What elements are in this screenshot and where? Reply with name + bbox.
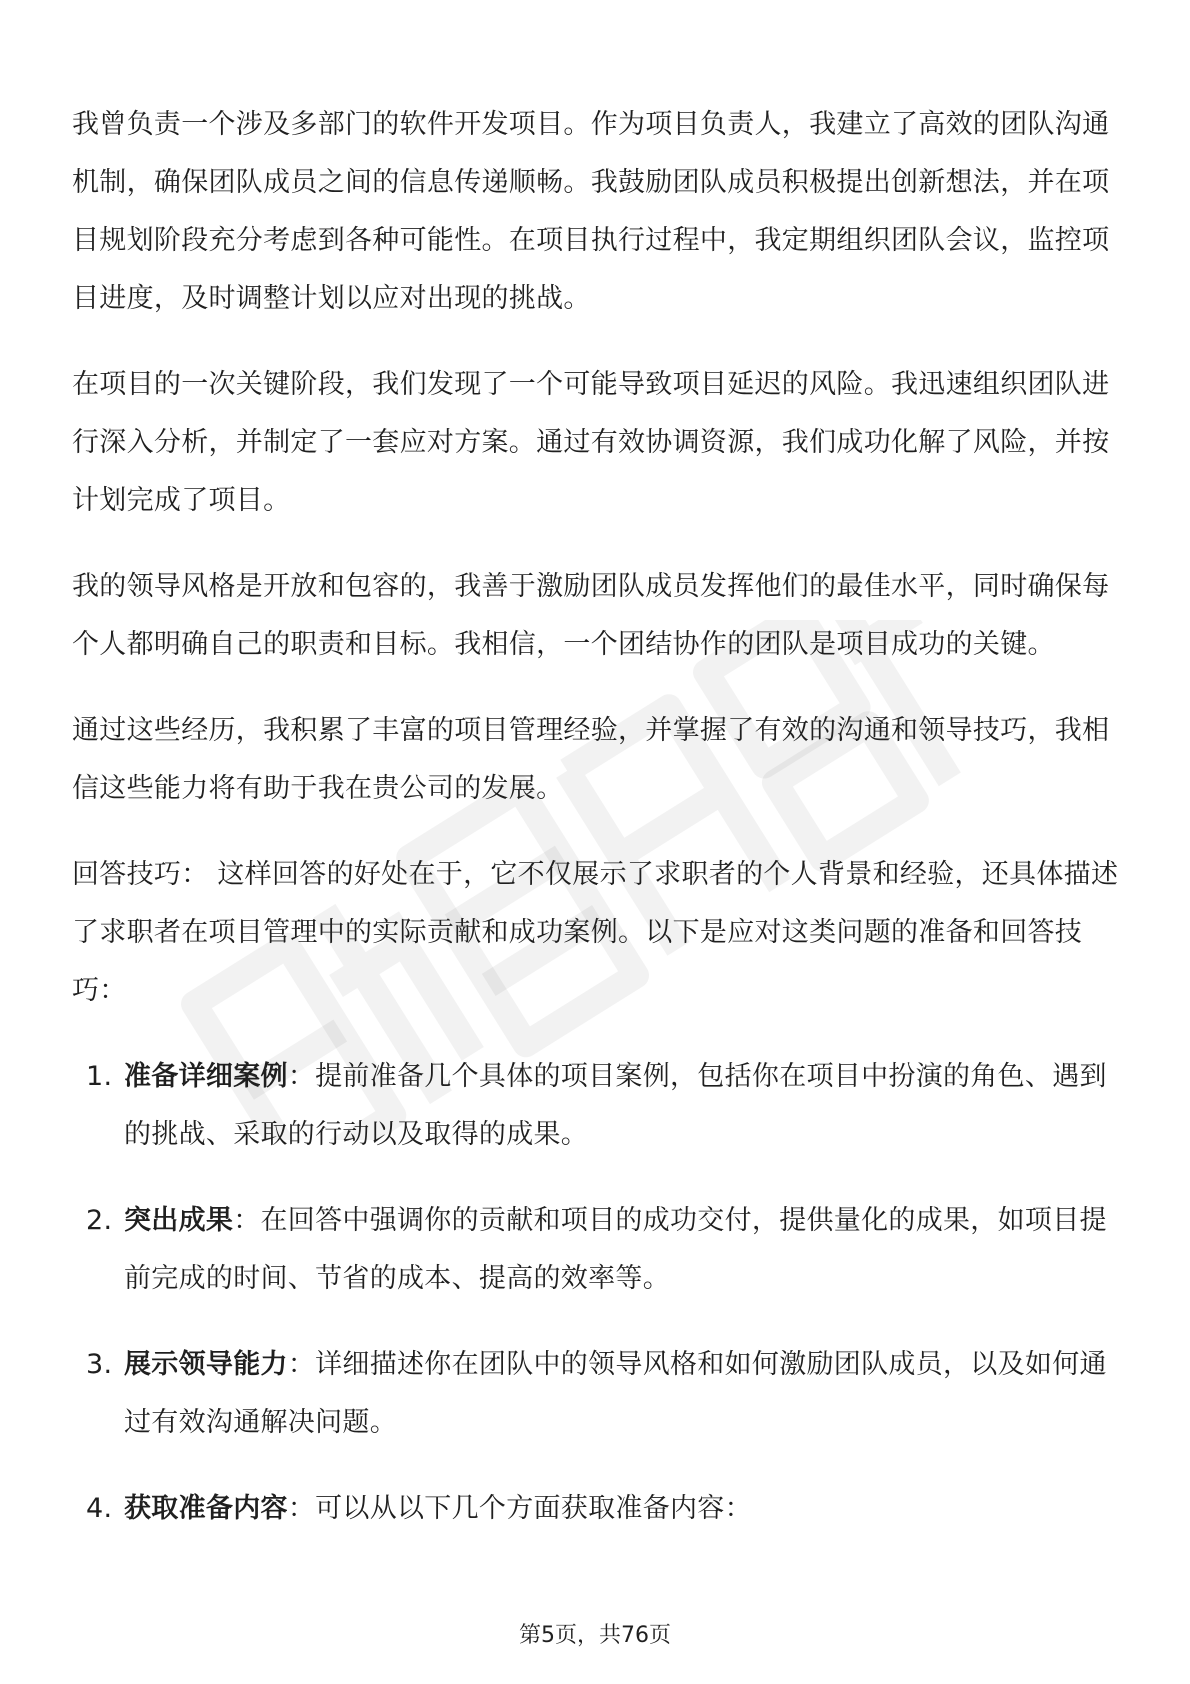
list-item-title: 获取准备内容 bbox=[124, 1493, 288, 1524]
paragraph-project-experience: 我曾负责一个涉及多部门的软件开发项目。作为项目负责人，我建立了高效的团队沟通机制，确保团队成员之间的信息传递顺畅。我鼓励团队成员积极提出创新想法，并在项目规划阶段充分考虑到各种可能性。在项目执行过程中，我定期组织团队会议，监控项目进度，及时调整计划以应对出现的挑战。 bbox=[72, 109, 1110, 314]
list-item bbox=[72, 1048, 1122, 1164]
list-item-number: 1. bbox=[86, 1061, 113, 1092]
list-item-text: ：可以从以下几个方面获取准备内容： bbox=[287, 1493, 752, 1524]
document-body bbox=[72, 96, 1122, 1566]
list-item bbox=[72, 1192, 1122, 1308]
list-item-number: 3. bbox=[86, 1349, 113, 1380]
paragraph-leadership-style: 我的领导风格是开放和包容的，我善于激励团队成员发挥他们的最佳水平，同时确保每个人都明确自己的职责和目标。我相信，一个团结协作的团队是项目成功的关键。 bbox=[72, 571, 1110, 660]
list-item-title: 展示领导能力 bbox=[124, 1349, 288, 1380]
paragraph-risk-handling: 在项目的一次关键阶段，我们发现了一个可能导致项目延迟的风险。我迅速组织团队进行深入分析，并制定了一套应对方案。通过有效协调资源，我们成功化解了风险，并按计划完成了项目。 bbox=[72, 369, 1110, 516]
list-item-text: ：提前准备几个具体的项目案例，包括你在项目中扮演的角色、遇到的挑战、采取的行动以及取得的成果。 bbox=[124, 1061, 1107, 1150]
list-item-text: ：在回答中强调你的贡献和项目的成功交付，提供量化的成果，如项目提前完成的时间、节省的成本、提高的效率等。 bbox=[124, 1205, 1107, 1294]
list-item bbox=[72, 1336, 1122, 1452]
page-number-footer: 第5页，共76页 bbox=[519, 1623, 671, 1648]
list-item-number: 4. bbox=[86, 1493, 113, 1524]
paragraph-answer-tips: 回答技巧： 这样回答的好处在于，它不仅展示了求职者的个人背景和经验，还具体描述了求职者在项目管理中的实际贡献和成功案例。以下是应对这类问题的准备和回答技巧： bbox=[72, 859, 1119, 1006]
list-item-number: 2. bbox=[86, 1205, 113, 1236]
tips-list bbox=[72, 1048, 1122, 1538]
list-item-title: 突出成果 bbox=[124, 1205, 234, 1236]
paragraph-summary: 通过这些经历，我积累了丰富的项目管理经验，并掌握了有效的沟通和领导技巧，我相信这些能力将有助于我在贵公司的发展。 bbox=[72, 715, 1110, 804]
list-item-text: ：详细描述你在团队中的领导风格和如何激励团队成员，以及如何通过有效沟通解决问题。 bbox=[124, 1349, 1107, 1438]
list-item bbox=[72, 1480, 1122, 1538]
list-item-title: 准备详细案例 bbox=[124, 1061, 288, 1092]
